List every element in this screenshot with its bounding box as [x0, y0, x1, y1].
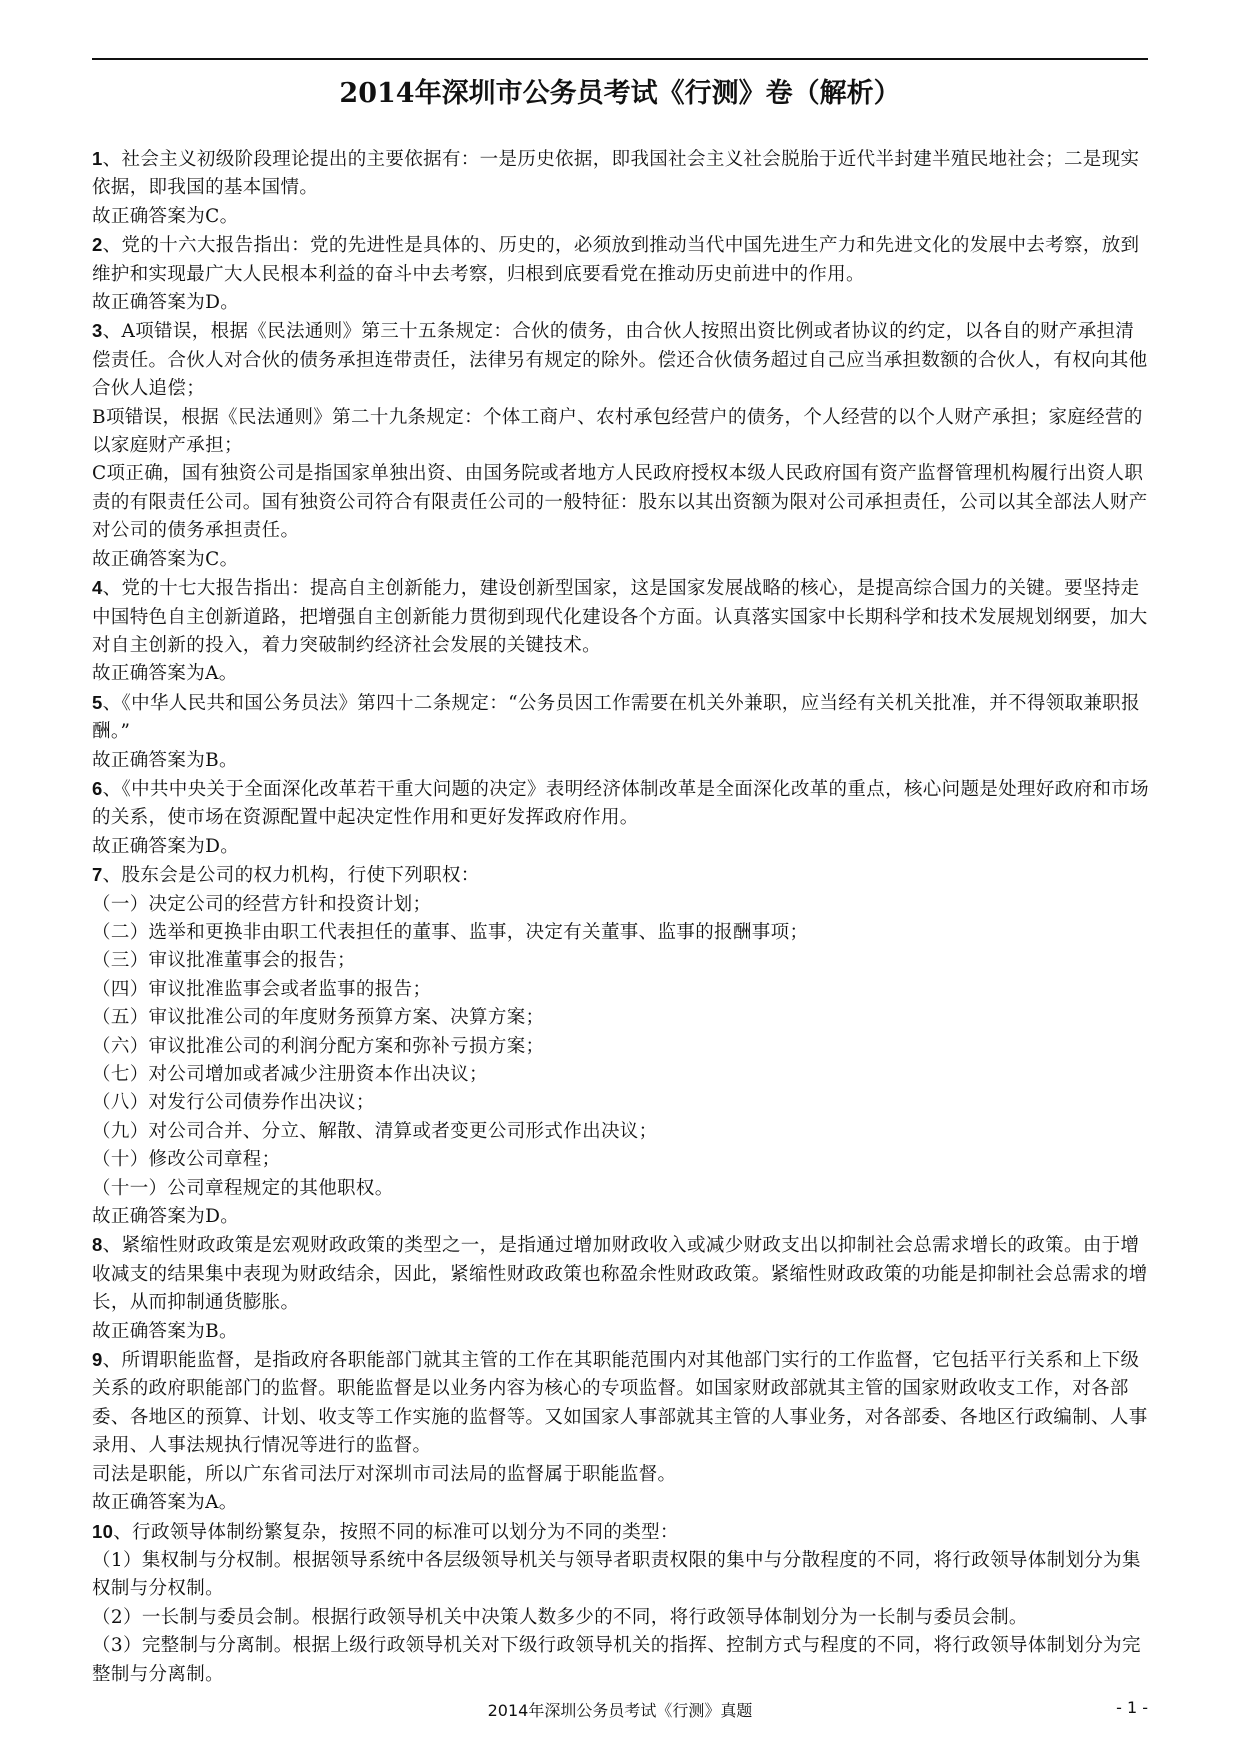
body-paragraph: [92, 891, 1152, 919]
question-number: 1: [92, 148, 103, 169]
paragraph-text: 故正确答案为D。: [92, 1206, 240, 1228]
question-number: 7: [92, 864, 103, 886]
paragraph-text: （六）审议批准公司的利润分配方案和弥补亏损方案；: [92, 1035, 545, 1057]
body-paragraph: [92, 1632, 1152, 1689]
body-paragraph: [92, 289, 1152, 317]
paragraph-text: 、《中华人民共和国公务员法》第四十二条规定：“公务员因工作需要在机关外兼职，应当经有关机关批准，并不得领取兼职报酬。”: [92, 692, 1140, 743]
question-paragraph: [92, 145, 1152, 203]
paragraph-text: 故正确答案为D。: [92, 292, 240, 314]
paragraph-text: （五）审议批准公司的年度财务预算方案、决算方案；: [92, 1007, 545, 1029]
paragraph-text: 、所谓职能监督，是指政府各职能部门就其主管的工作在其职能范围内对其他部门实行的工作监督，它包括平行关系和上下级关系的政府职能部门的监督。职能监督是以业务内容为核心的专项监督。如国家财政部就其主管的国家财政收支工作，对各部委、各地区的预算、计划、收支等工作实施的监督等。又如国家人事部就其主管的人事业务，对各部委、各地区行政编制、人事录用、人事法规执行情况等进行的监督。: [92, 1350, 1148, 1457]
body-paragraph: [92, 1004, 1152, 1032]
question-number: 6: [92, 777, 103, 799]
paragraph-text: 故正确答案为C。: [92, 548, 239, 570]
paragraph-text: 、《中共中央关于全面深化改革若干重大问题的决定》表明经济体制改革是全面深化改革的重点，核心问题是处理好政府和市场的关系，使市场在资源配置中起决定性作用和更好发挥政府作用。: [92, 778, 1149, 829]
paragraph-text: （三）审议批准董事会的报告；: [92, 950, 356, 972]
paragraph-text: （十）修改公司章程；: [92, 1149, 281, 1171]
paragraph-text: 故正确答案为A。: [92, 1492, 238, 1514]
paragraph-text: （二）选举和更换非由职工代表担任的董事、监事，决定有关董事、监事的报酬事项；: [92, 921, 809, 943]
body-paragraph: [92, 546, 1152, 574]
body-paragraph: [92, 1033, 1152, 1061]
paragraph-text: 故正确答案为C。: [92, 205, 239, 227]
body-paragraph: [92, 1089, 1152, 1117]
body-paragraph: [92, 1461, 1152, 1489]
question-paragraph: [92, 231, 1152, 289]
body-paragraph: [92, 1604, 1152, 1632]
document-title: 2014年深圳市公务员考试《行测》卷（解析）: [339, 78, 901, 109]
footer-title: 2014年深圳公务员考试《行测》真题: [487, 1701, 753, 1720]
page-footer: [92, 1698, 1148, 1728]
body-paragraph: [92, 203, 1152, 231]
body-paragraph: [92, 1118, 1152, 1146]
paragraph-text: 故正确答案为A。: [92, 663, 238, 685]
paragraph-text: （九）对公司合并、分立、解散、清算或者变更公司形式作出决议；: [92, 1120, 658, 1142]
body-paragraph: [92, 1489, 1152, 1517]
paragraph-text: B项错误，根据《民法通则》第二十九条规定：个体工商户、农村承包经营户的债务，个人经营的以个人财产承担；家庭经营的以家庭财产承担；: [92, 406, 1143, 457]
paragraph-text: 故正确答案为B。: [92, 749, 238, 771]
question-number: 3: [92, 320, 103, 342]
question-number: 8: [92, 1234, 103, 1256]
paragraph-text: 、A项错误，根据《民法通则》第三十五条规定：合伙的债务，由合伙人按照出资比例或者协议的约定，以各自的财产承担清偿责任。合伙人对合伙的债务承担连带责任，法律另有规定的除外。偿还合伙债务超过自己应当承担数额的合伙人，有权向其他合伙人追偿；: [92, 321, 1148, 400]
paragraph-text: 故正确答案为D。: [92, 835, 240, 857]
paragraph-text: （七）对公司增加或者减少注册资本作出决议；: [92, 1064, 488, 1085]
paragraph-text: 、社会主义初级阶段理论提出的主要依据有：一是历史依据，即我国社会主义社会脱胎于近代半封建半殖民地社会；二是现实依据，即我国的基本国情。: [92, 149, 1140, 199]
question-paragraph: [92, 1518, 1152, 1547]
body-paragraph: [92, 1146, 1152, 1174]
question-paragraph: [92, 1231, 1152, 1317]
body-paragraph: [92, 1203, 1152, 1231]
question-number: 10: [92, 1520, 114, 1542]
paragraph-text: 故正确答案为B。: [92, 1320, 238, 1342]
body-paragraph: [92, 947, 1152, 975]
question-paragraph: [92, 317, 1152, 403]
page-number: - 1 -: [1116, 1698, 1148, 1717]
paragraph-text: 、紧缩性财政政策是宏观财政政策的类型之一，是指通过增加财政收入或减少财政支出以抑制社会总需求增长的政策。由于增收减支的结果集中表现为财政结余，因此，紧缩性财政政策也称盈余性财政政策。紧缩性财政政策的功能是抑制社会总需求的增长，从而抑制通货膨胀。: [92, 1235, 1148, 1314]
header-rule: [92, 58, 1148, 60]
question-paragraph: [92, 574, 1152, 660]
paragraph-text: （十一）公司章程规定的其他职权。: [92, 1177, 394, 1199]
paragraph-text: （3）完整制与分离制。根据上级行政领导机关对下级行政领导机关的指挥、控制方式与程度的不同，将行政领导体制划分为完整制与分离制。: [92, 1635, 1141, 1685]
paragraph-text: 、股东会是公司的权力机构，行使下列职权：: [102, 865, 480, 887]
question-number: 2: [92, 234, 103, 256]
paragraph-text: 、党的十六大报告指出：党的先进性是具体的、历史的，必须放到推动当代中国先进生产力和先进文化的发展中去考察，放到维护和实现最广大人民根本利益的奋斗中去考察，归根到底要看党在推动历史前进中的作用。: [92, 235, 1140, 285]
paragraph-text: （一）决定公司的经营方针和投资计划；: [92, 893, 432, 915]
document-body: [92, 145, 1152, 1689]
body-paragraph: [92, 1061, 1152, 1089]
body-paragraph: [92, 1318, 1152, 1346]
body-paragraph: [92, 1175, 1152, 1203]
question-paragraph: [92, 1346, 1152, 1461]
body-paragraph: [92, 919, 1152, 947]
body-paragraph: [92, 747, 1152, 775]
body-paragraph: [92, 404, 1152, 461]
body-paragraph: [92, 1547, 1152, 1604]
body-paragraph: [92, 976, 1152, 1004]
paragraph-text: （八）对发行公司债券作出决议；: [92, 1092, 375, 1114]
paragraph-text: 、行政领导体制纷繁复杂，按照不同的标准可以划分为不同的类型：: [113, 1521, 679, 1543]
paragraph-text: 、党的十七大报告指出：提高自主创新能力，建设创新型国家，这是国家发展战略的核心，是提高综合国力的关键。要坚持走中国特色自主创新道路，把增强自主创新能力贯彻到现代化建设各个方面。认真落实国家中长期科学和技术发展规划纲要，加大对自主创新的投入，着力突破制约经济社会发展的关键技术。: [92, 578, 1148, 656]
question-number: 4: [92, 577, 103, 599]
paragraph-text: 司法是职能，所以广东省司法厅对深圳市司法局的监督属于职能监督。: [92, 1463, 677, 1485]
body-paragraph: [92, 660, 1152, 688]
question-paragraph: [92, 689, 1152, 747]
question-paragraph: [92, 861, 1152, 890]
body-paragraph: [92, 460, 1152, 545]
question-paragraph: [92, 775, 1152, 833]
paragraph-text: （1）集权制与分权制。根据领导系统中各层级领导机关与领导者职责权限的集中与分散程度的不同，将行政领导体制划分为集权制与分权制。: [92, 1549, 1141, 1600]
question-number: 9: [92, 1349, 103, 1371]
question-number: 5: [92, 691, 103, 713]
paragraph-text: （四）审议批准监事会或者监事的报告；: [92, 978, 432, 1000]
paragraph-text: C项正确，国有独资公司是指国家单独出资、由国务院或者地方人民政府授权本级人民政府国有资产监督管理机构履行出资人职责的有限责任公司。国有独资公司符合有限责任公司的一般特征：股东以其出资额为限对公司承担责任，公司以其全部法人财产对公司的债务承担责任。: [92, 463, 1148, 542]
paragraph-text: （2）一长制与委员会制。根据行政领导机关中决策人数多少的不同，将行政领导体制划分为一长制与委员会制。: [92, 1606, 1028, 1628]
body-paragraph: [92, 833, 1152, 861]
